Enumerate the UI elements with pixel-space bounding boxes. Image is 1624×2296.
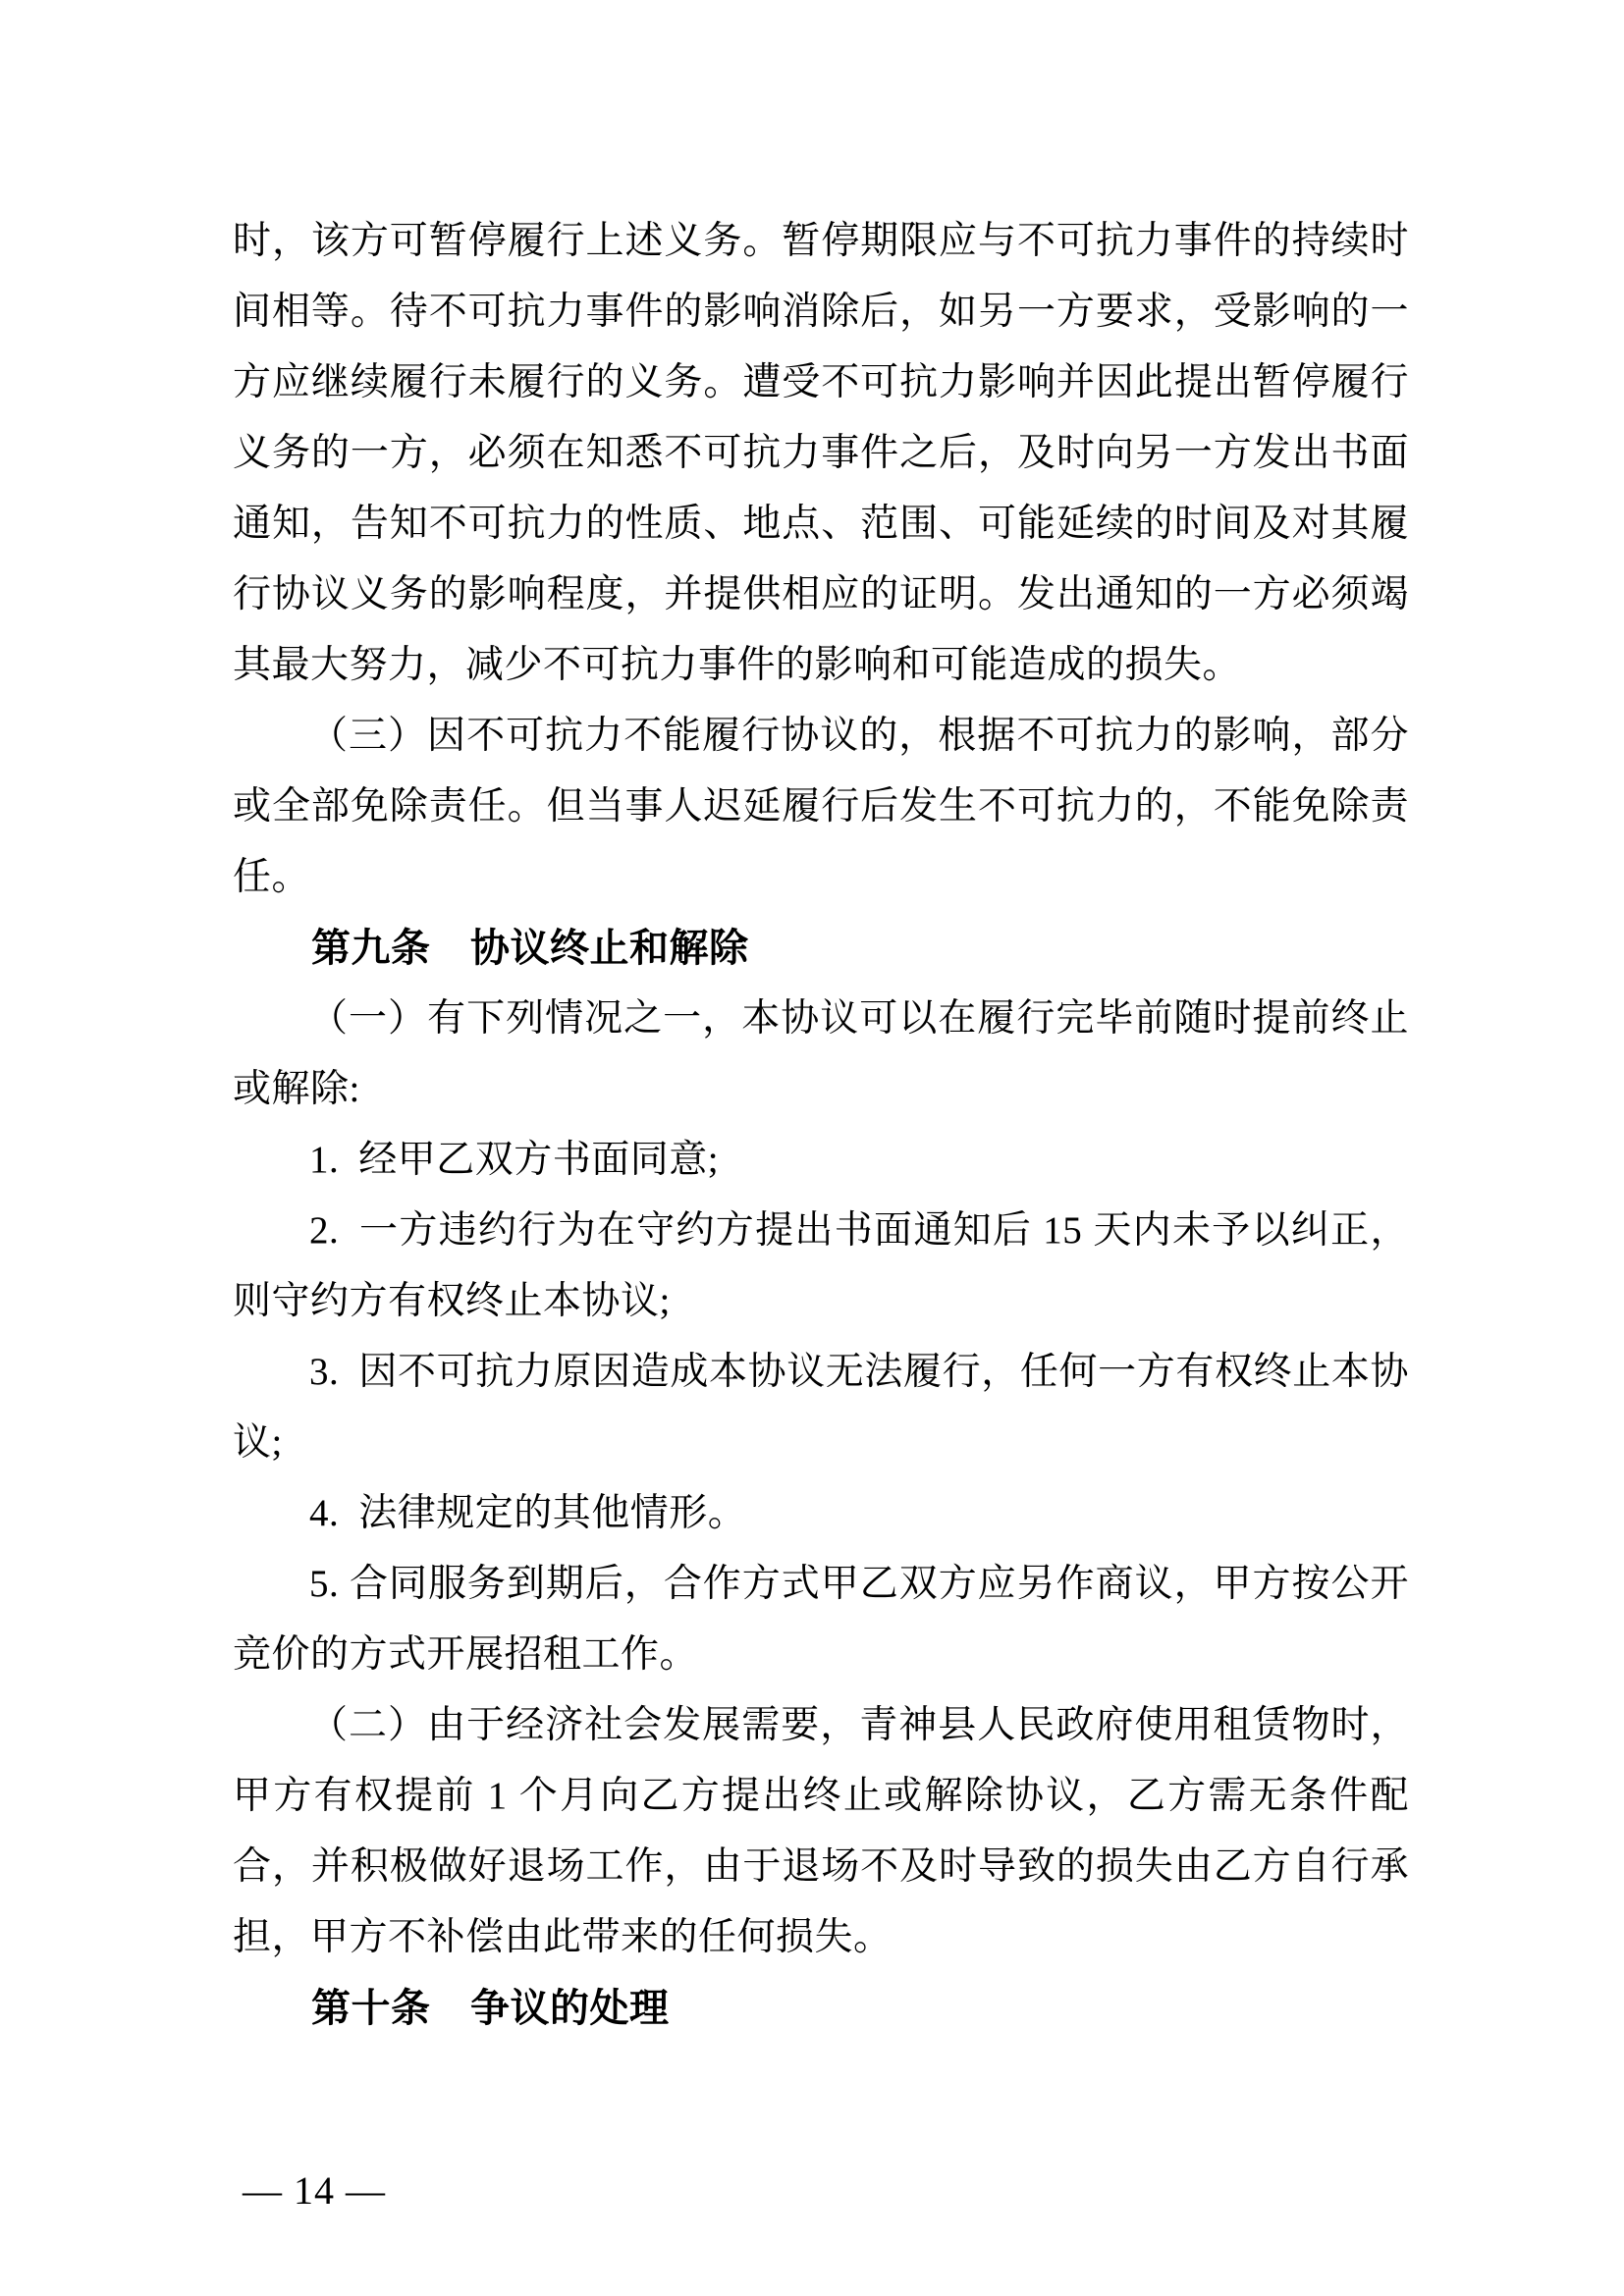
section-heading-article-10: 第十条 争议的处理 (311, 1987, 670, 2030)
list-item-2: 2. 一方违约行为在守约方提出书面通知后 15 天内未予以纠正，则守约方有权终止本协议; (233, 1209, 1409, 1322)
list-item-5: 5. 合同服务到期后，合作方式甲乙双方应另作商议，甲方按公开竞价的方式开展招租工作。 (233, 1563, 1409, 1676)
paragraph-clause-1-termination-conditions: （一）有下列情况之一，本协议可以在履行完毕前随时提前终止或解除: (233, 997, 1409, 1110)
section-heading-article-9: 第九条 协议终止和解除 (311, 927, 749, 970)
list-item-4: 4. 法律规定的其他情形。 (309, 1492, 747, 1534)
list-item-3: 3. 因不可抗力原因造成本协议无法履行，任何一方有权终止本协议; (233, 1351, 1409, 1464)
page-number: — 14 — (243, 2168, 386, 2213)
list-item-1: 1. 经甲乙双方书面同意; (309, 1139, 720, 1181)
page-body (233, 206, 1409, 2044)
paragraph-clause-3-exemption: （三）因不可抗力不能履行协议的，根据不可抗力的影响，部分或全部免除责任。但当事人迟延履行后发生不可抗力的，不能免除责任。 (233, 715, 1409, 898)
paragraph-force-majeure-continuation: 时，该方可暂停履行上述义务。暂停期限应与不可抗力事件的持续时间相等。待不可抗力事件的影响消除后，如另一方要求，受影响的一方应继续履行未履行的义务。遭受不可抗力影响并因此提出暂停履行义务的一方，必须在知悉不可抗力事件之后，及时向另一方发出书面通知，告知不可抗力的性质、地点、范围、可能延续的时间及对其履行协议义务的影响程度，并提供相应的证明。发出通知的一方必须竭其最大努力，减少不可抗力事件的影响和可能造成的损失。 (233, 220, 1409, 686)
paragraph-clause-2-government-use: （二）由于经济社会发展需要，青神县人民政府使用租赁物时，甲方有权提前 1 个月向乙方提出终止或解除协议，乙方需无条件配合，并积极做好退场工作，由于退场不及时导致的损失由乙方自行承担，甲方不补偿由此带来的任何损失。 (233, 1704, 1409, 1958)
